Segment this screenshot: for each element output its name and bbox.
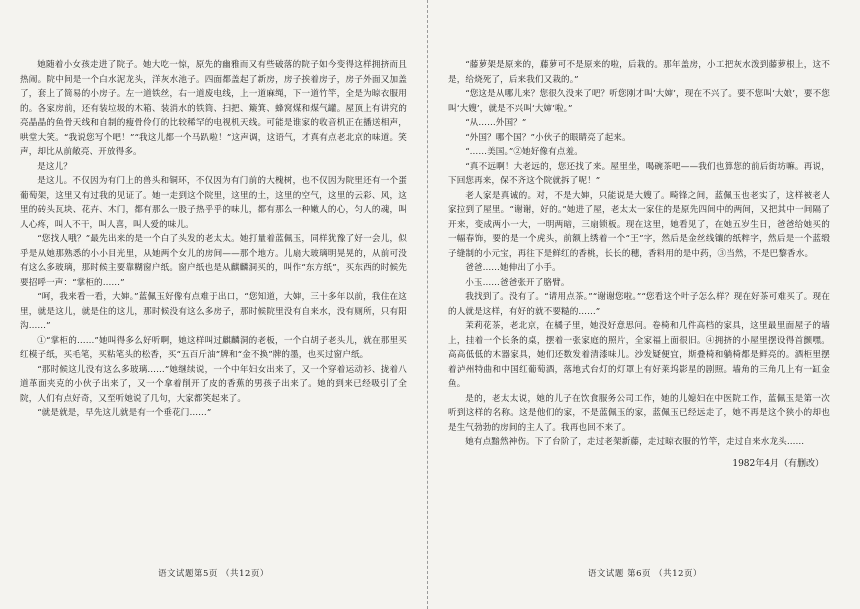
paragraph: 老人家是真诚的。对，不是大婶，只能说是大嫂了。畸锋之间，蓝佩玉也老实了，这样被老人家拉到了屋里。“谢谢，好的。”她进了屋，老太太一家住的是原先四间中的两间，又把其中一间隔了开来，变成两小一大，一明两暗，三扇锁板。现在这里，她看见了，在她五岁生日，爸爸给她买的一幅春饰，要的是一个虎头，前额上绣着一个“王”字，然后是金丝线镶的纸粹字，然后是一个蓝缎子缝制的小元宝，再往下是鲜红的香桃，长长的穗，香料用的是中药，③当然，不是巴黎香水。 [448,190,830,259]
paragraph: ①“掌柜的……”她叫得多么好听啊，她这样叫过麒麟洞的老板，一个白胡子老头儿，就在那里买红模子纸，买毛笔，买粘笔头的松香，买“五百斤油”牌和“金不换”牌的墨，也买过窗户纸。 [20,335,407,360]
paragraph: “您这是从哪儿来？您很久没来了吧？听您刚才叫‘大婶’，现在不兴了。要不您叫‘大娘’，要不您叫‘大嫂’，就是不兴叫‘大婶’啦。” [448,89,830,114]
paragraph: 是这儿。不仅因为有门上的兽头和铜环，不仅因为有门前的大槐树，也不仅因为院里还有一个蛋葡萄架，这里又有过我的见证了。她一走到这个院里，这里的土，这里的空气，这里的云彩、风，这里的砖头瓦块、花卉、木门，都有那么一股子热乎乎的味儿，都有那么一种嫩人的心，匀人的魂，叫人心疼，叫人不干，叫人喜，叫人爱的味儿。 [20,176,407,230]
paragraph: 是这儿？ [37,161,72,172]
paragraph: “从……外国？” [465,118,527,128]
paragraph: 是的，老太太说，她的儿子在饮食服务公司工作，她的儿媳妇在中医院工作，蓝佩玉是第一次听到这样的名称。这是他们的家，不是蓝佩玉的家，蓝佩玉已经远走了，她不再是这个狭小的却也是生气勃勃的房间的主人了。我再也回不来了。 [448,393,830,433]
right-page [430,0,860,609]
paragraph: “您找人哦？”最先出来的是一个白了头发的老太太。她打量着蓝佩玉，同样犹豫了好一会儿，似乎是从她那熟悉的小小目光里，从她两个女儿的房间——那个地方。儿扇大玻璃明晃晃的，从前可没有这么多玻璃，那时候主要靠糊窗户纸。窗户纸也是从麒麟洞买的，叫作“东方纸”，买东西的时候先要招呼一声：“掌柜的……” [20,234,407,288]
paragraph: 她随着小女孩走进了院子。她大吃一惊，原先的幽雅而又有些破落的院子如今变得这样拥挤而且热闹。院中间是一个白水泥龙头，洋灰水池子。四面都盖起了新房，房子挨着房子，房子外面又加盖了，套上了简易的小房子。左一道铁丝，右一道废电线，上一道麻绳，下一道竹竿，全是为晾衣服用的。各家房前，还有装垃圾的木箱、装消水的铁筒、扫把、簸箕、蜂窝煤和煤气罐。屋顶上有讲究的亮晶晶的鱼骨天线和自制的瘦骨伶仃的比较稀罕的电视机天线。可能是谁家的收音机正在播送相声，哄堂大笑。“我说您写个吧！”“我这儿都一个马趴啦！”这声调，这语气，才真有点老北京的味道。笑声，却比从前敞亮、开放得多。 [20,60,407,157]
paragraph: 她有点黯然神伤。下了台阶了，走过老架新藤，走过晾衣服的竹竿，走过自来水龙头…… [465,437,805,447]
paragraph: “那时候这儿没有这么多玻璃……”她继续说，一个中年妇女出来了，又一个穿着运动衫、拢着八道革面夹克的小伙子出来了，又一个拿着削开了皮的香蕉的男孩子出来了。她的到来已经吸引了全院，人们有点好奇，又至听她说了几句，大家都笑起来了。 [20,364,407,404]
paragraph: “……美国。”②她好像有点羞。 [465,147,583,157]
paragraph: 小玉……爸爸张开了胳臂。 [465,277,570,288]
date-line: 1982年4月（有删改） [732,458,824,469]
page-footer: 语文试题第5页 （共12页） [158,568,269,578]
paragraph: “藤萝架是原来的，藤萝可不是原来的啦，后栽的。那年盖房，小工把灰水泼到藤萝根上，这不是，给烧死了，后来我们又栽的。” [448,60,830,85]
left-page [0,0,428,609]
paragraph: “就是就是，早先这儿就是有一个垂花门……” [37,408,212,418]
paragraph: “外国？哪个国？”小伙子的眼睛亮了起来。 [465,132,631,143]
paragraph: 爸爸……她伸出了小手。 [465,263,561,273]
paragraph: 茉莉花茶，老北京，在橘子里，她没好意思问。卷椅和几件高档的家具，这里最里面屋子的墙上，挂着一个长条的桌，摆着一张家庭的照片，全家福上面很旧。④拥挤的小屋里摆设得首颤嘿。高高低低的木器家具，她们还数发着清漆味儿。沙发疑便宜，斯叠椅和躺椅都是鲜亮的。酒柜里摆着泸州特曲和中国红葡萄酒，落地式台灯的灯罩上有好莱坞影星的剧照。墙角的三角几上有一缸金鱼。 [448,321,830,389]
page-footer: 语文试题 第6页 （共12页） [587,568,703,578]
paragraph: “呵，我来看一看，大婶。”蓝佩玉好像有点难于出口，“您知道，大婶，三十多年以前，我住在这里，就是这儿，就是住的这儿，那时候没有这么多房子，那时候院里没有自来水，没有厕所，只有阳沟……” [20,292,407,331]
paragraph: “真不远啊！大老远的，您还找了来。屋里坐，喝碗茶吧——我们也算您的前后街坊嘛。再说，下回您再来，保不齐这个院就拆了呢！” [448,161,830,186]
paragraph: 我找到了。没有了。“请用点茶。”“谢谢您啦。”“您看这个叶子怎么样？现在好茶可难买了。现在的人就是这样，有好的就不要糙的……” [448,292,830,317]
